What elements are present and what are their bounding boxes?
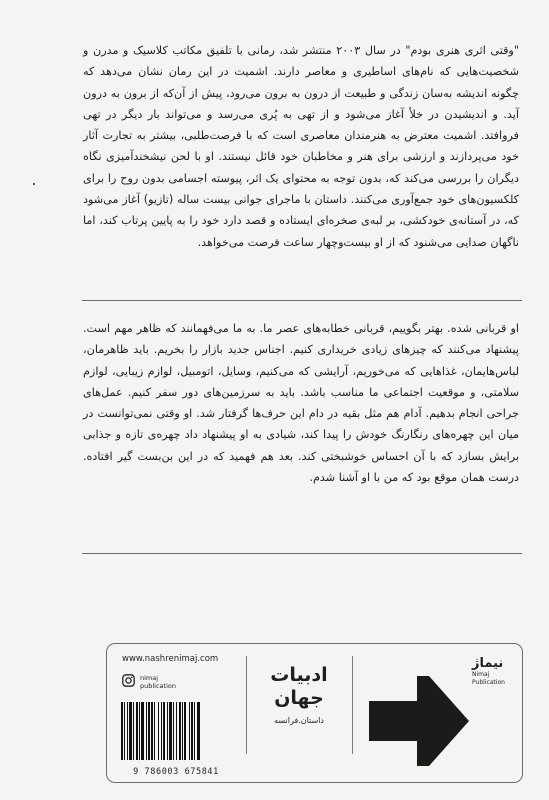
footer-separator-right xyxy=(352,656,353,754)
footer-separator-left xyxy=(246,656,247,754)
publisher-name: نیماژ xyxy=(472,656,504,671)
publisher-sub-1: Nimaj xyxy=(472,671,490,678)
section-divider-bottom xyxy=(82,553,522,554)
description-paragraph-2: او قربانی شده. بهتر بگوییم، قربانی خطابه‌های عصر ما. به ما می‌فهمانند که ظاهر مهم است. پیشنهاد می‌کنند که چیزهای زیادی خریداری کنیم. اجناس جدید بازار را بخریم. باید ظاهرمان، لباس‌هایمان، غذاهایی که می‌خوریم، آرایشی که می‌کنیم، وسایل، اتومبیل، لوازم زیبایی، لوازم سلامتی، و موقعیت اجتماعی ما مناسب باشد. باید به سرزمین‌های دور سفر کنیم. عمل‌های جراحی انجام بدهیم. آدام هم مثل بقیه در دام این حرف‌ها گرفتار شد. او وقتی نمی‌توانست در میان این چهره‌های رنگارنگ خودش را پیدا کند، شیادی به او پیشنهاد داد چهره‌ی تازه و جذابی برایش بسازد که با آن احساس خوشبختی کند. بعد هم فهمید که در این بن‌بست گیر افتاده. درست همان موقع بود که من با او آشنا شدم. xyxy=(83,322,519,485)
instagram-handle xyxy=(122,672,176,691)
margin-mark xyxy=(33,183,35,185)
isbn-number: 9 786003 675841 xyxy=(133,767,219,777)
instagram-icon xyxy=(122,672,135,691)
publisher-sub-2: Publication xyxy=(472,679,505,686)
description-paragraph-1: "وقتی اثری هنری بودم" در سال ۲۰۰۳ منتشر شد، رمانی با تلفیق مکاتب کلاسیک و مدرن و شخصیت‌هایی که نام‌های اساطیری و معاصر دارند. اشمیت در این رمان نشان می‌دهد که چگونه اندیشه به‌سان زندگی و طبیعت از درون به برون می‌رود، پیش از آن‌که از برون به درون آید. و اندیشیدن در خلأ آغاز می‌شود و از تهی به پُری می‌رسد و می‌تواند بار دیگر در تهی فروافتد. اشمیت معترض به هنرمندان معاصری است که با فرصت‌طلبی، بیشتر به تجارت آثار خود می‌پردازند و ارزشی برای هنر و مخاطبان خود قائل نیستند. او با لحن نیشخندآمیزی نگاه دیگران را بررسی می‌کند که، بدون توجه به محتوای یک اثر، پیوسته اجسامی بدون روح را برای کلکسیون‌های خود جمع‌آوری می‌کنند. داستان با ماجرای جوانی بیست ساله (تازیو) آغاز می‌شود که، در آستانه‌ی خودکشی، بر لبه‌ی صخره‌ای ایستاده و قصد دارد خود را به پایین پرتاب کند، اما ناگهان صدایی می‌شنود که از او بیست‌وچهار ساعت فرصت می‌خواهد. xyxy=(83,44,519,249)
website-url: www.nashrenimaj.com xyxy=(122,654,219,664)
instagram-line-1: nimaj xyxy=(140,673,159,682)
series-title-line-2: جهان xyxy=(274,687,324,709)
series-subtitle: داستان.فرانسه xyxy=(274,716,324,725)
publisher-arrow-logo xyxy=(359,676,469,770)
instagram-line-2: publication xyxy=(140,681,176,690)
isbn-barcode xyxy=(117,700,235,777)
publisher-logo xyxy=(472,656,522,687)
series-title-line-1: ادبیات xyxy=(270,664,328,686)
series-logo xyxy=(259,664,339,725)
section-divider-top xyxy=(82,300,522,301)
barcode xyxy=(117,700,235,762)
publisher-footer xyxy=(106,643,523,783)
